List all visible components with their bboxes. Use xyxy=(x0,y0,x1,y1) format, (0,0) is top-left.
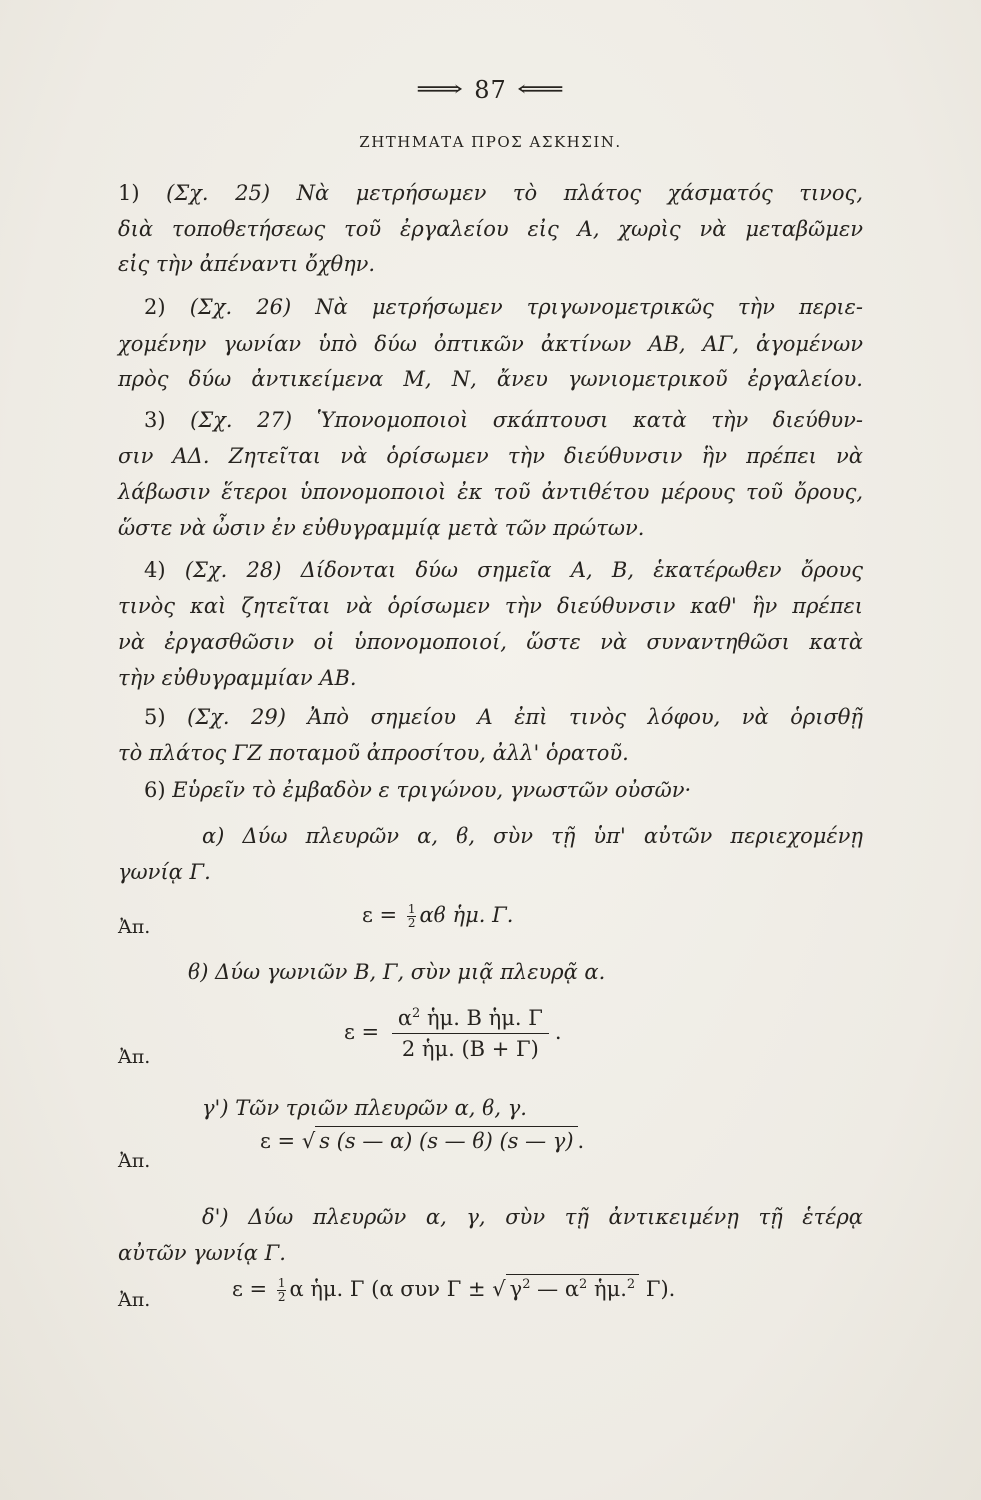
problem-1-line-2: διὰ τοποθετήσεως τοῦ ἐργαλείου εἰς Α, χωρὶς νὰ μεταβῶμεν xyxy=(118,217,863,241)
problem-3-line-2: σιν ΑΔ. Ζητεῖται νὰ ὁρίσωμεν τὴν διεύθυνσιν ἣν πρέπει νὰ xyxy=(118,444,863,468)
page-header xyxy=(0,76,981,104)
problem-4-line-2: τινὸς καὶ ζητεῖται νὰ ὁρίσωμεν τὴν διεύθυνσιν καθ' ἣν πρέπει xyxy=(118,594,863,618)
problem-2-line-1: 2) (Σχ. 26) Νὰ μετρήσωμεν τριγωνομετρικῶς τὴν περιε- xyxy=(144,295,863,319)
problem-4-line-1: 4) (Σχ. 28) Δίδονται δύω σημεῖα Α, Β, ἑκατέρωθεν ὄρους xyxy=(144,558,863,582)
case-c-formula: ε = √ s (s — α) (s — ϐ) (s — γ) . xyxy=(260,1126,584,1153)
problem-5-line-2: τὸ πλάτος ΓΖ ποταμοῦ ἀπροσίτου, ἀλλ' ὁρατοῦ. xyxy=(118,741,629,765)
problem-4-line-3: νὰ ἐργασθῶσιν οἱ ὑπονομοποιοί, ὥστε νὰ συναντηθῶσι κατὰ xyxy=(118,630,863,654)
case-d-formula: ε = $\frac{1}{2}$ α ἡμ. Γ (α συν Γ ± √ $\gamma^2$ — $\alpha^2$ ἡμ.$^2$ Γ). xyxy=(232,1274,675,1304)
case-b-line-1: ϐ) Δύω γωνιῶν Β, Γ, σὺν μιᾷ πλευρᾷ α. xyxy=(188,960,606,984)
problem-1-line-1: 1) (Σχ. 25) Νὰ μετρήσωμεν τὸ πλάτος χάσματός τινος, xyxy=(118,181,863,205)
case-a-line-1: α) Δύω πλευρῶν α, ϐ, σὺν τῇ ὑπ' αὐτῶν περιεχομένῃ xyxy=(202,824,863,848)
problem-2-line-2: χομένην γωνίαν ὑπὸ δύω ὀπτικῶν ἀκτίνων ΑΒ, ΑΓ, ἀγομένων xyxy=(118,332,863,356)
problem-3-line-1: 3) (Σχ. 27) Ὑπονομοποιοὶ σκάπτουσι κατὰ τὴν διεύθυν- xyxy=(144,408,863,432)
case-d-radicand: $\gamma^2$ — $\alpha^2$ ἡμ.$^2$ xyxy=(506,1274,640,1301)
case-a-answer-label: Ἀπ. xyxy=(118,916,151,938)
case-c-line-1: γ') Τῶν τριῶν πλευρῶν α, ϐ, γ. xyxy=(202,1096,527,1120)
problem-3-line-3: λάβωσιν ἕτεροι ὑπονομοποιοὶ ἐκ τοῦ ἀντιθέτου μέρους τοῦ ὄρους, xyxy=(118,480,863,504)
problem-5-line-1: 5) (Σχ. 29) Ἀπὸ σημείου Α ἐπὶ τινὸς λόφου, νὰ ὁρισθῇ xyxy=(144,705,864,729)
case-b-formula: ε = $\frac{\alpha^2 ἡ\mu. B ἡ\mu. \Gamma}{\text{2 ἡμ. (Β + Γ)}}$ . xyxy=(344,1006,562,1061)
case-b-answer-label: Ἀπ. xyxy=(118,1046,151,1068)
case-a-fraction: $\frac{1}{2}$ xyxy=(407,902,416,930)
problem-4-line-4: τὴν εὐθυγραμμίαν ΑΒ. xyxy=(118,666,357,690)
right-ornament-icon: ⟸ xyxy=(516,77,566,102)
left-ornament-icon: ⟹ xyxy=(415,77,465,102)
case-c-answer-label: Ἀπ. xyxy=(118,1150,151,1172)
case-a-formula: ε = $\frac{1}{2}$ αϐ ἡμ. Γ. xyxy=(362,902,514,930)
problem-2-line-3: πρὸς δύω ἀντικείμενα Μ, Ν, ἄνευ γωνιομετρικοῦ ἐργαλείου. xyxy=(118,367,863,391)
problem-1-line-3: εἰς τὴν ἀπέναντι ὄχθην. xyxy=(118,252,376,276)
case-a-line-2: γωνίᾳ Γ. xyxy=(118,860,211,884)
case-d-answer-label: Ἀπ. xyxy=(118,1289,151,1311)
case-d-line-1: δ') Δύω πλευρῶν α, γ, σὺν τῇ ἀντικειμένῃ τῇ ἑτέρᾳ xyxy=(202,1205,863,1229)
case-c-radicand: s (s — α) (s — ϐ) (s — γ) xyxy=(315,1126,577,1153)
case-b-fraction: $\frac{\alpha^2 ἡ\mu. B ἡ\mu. \Gamma}{\text{2 ἡμ. (Β + Γ)}}$ xyxy=(392,1006,549,1061)
running-title: ΖΗΤΗΜΑΤΑ ΠΡΟΣ ΑΣΚΗΣΙΝ. xyxy=(359,133,622,151)
problem-6-line-1: 6) Εὑρεῖν τὸ ἐμβαδὸν ε τριγώνου, γνωστῶν οὐσῶν· xyxy=(144,778,692,802)
case-d-fraction: $\frac{1}{2}$ xyxy=(277,1276,286,1304)
case-d-line-2: αὐτῶν γωνίᾳ Γ. xyxy=(118,1241,286,1265)
page-number: 87 xyxy=(474,76,507,104)
problem-3-line-4: ὥστε νὰ ὦσιν ἐν εὐθυγραμμίᾳ μετὰ τῶν πρώτων. xyxy=(118,516,645,540)
